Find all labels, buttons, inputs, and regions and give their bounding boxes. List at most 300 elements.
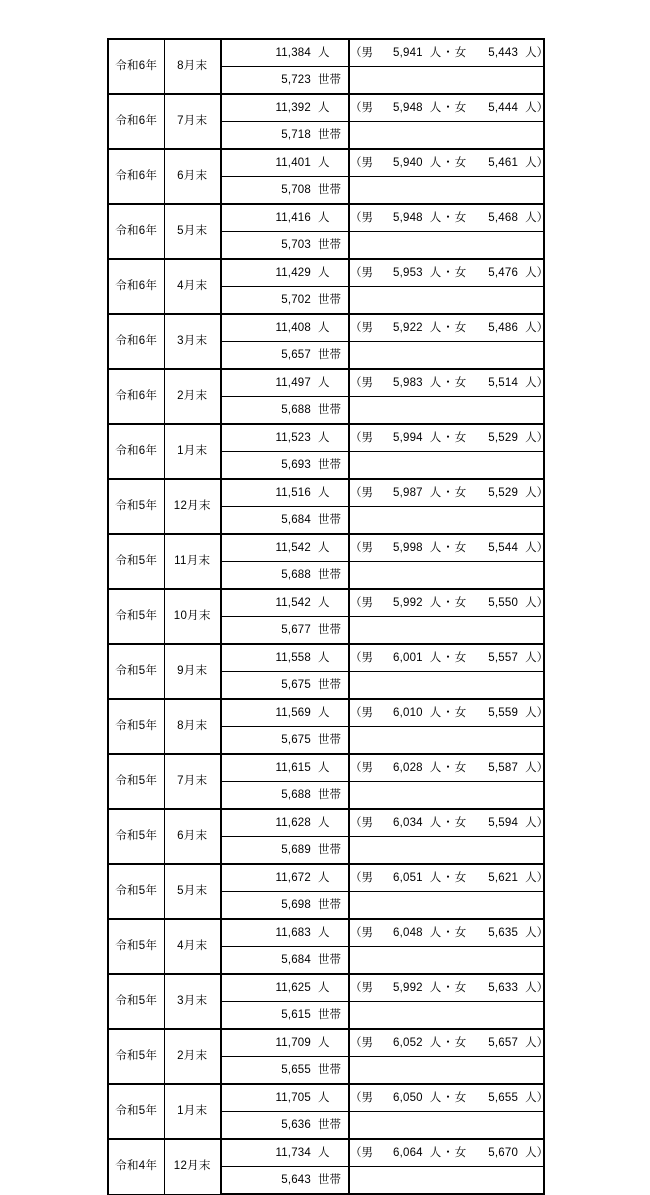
era-year-cell: 令和6年	[108, 94, 164, 149]
gender-breakdown-text	[350, 1146, 549, 1160]
population-unit: 人	[318, 266, 330, 279]
month-cell: 11月末	[164, 534, 221, 589]
empty-cell	[349, 562, 544, 590]
month-cell: 3月末	[164, 314, 221, 369]
era-year-cell: 令和5年	[108, 919, 164, 974]
male-label: 男	[361, 211, 373, 224]
female-value: 5,444	[488, 101, 519, 114]
table-row	[108, 39, 544, 67]
population-cell	[221, 39, 349, 67]
gender-breakdown-text	[350, 431, 549, 445]
male-value: 6,010	[393, 706, 423, 719]
table-row	[108, 589, 544, 617]
empty-cell	[349, 507, 544, 535]
female-label: 女	[454, 871, 467, 884]
paren-open: （	[350, 541, 362, 554]
male-unit: 人	[429, 871, 442, 884]
gender-separator: ・	[442, 211, 454, 224]
paren-open: （	[350, 101, 362, 114]
female-unit: 人	[525, 266, 537, 279]
female-label: 女	[454, 761, 467, 774]
empty-cell	[349, 1167, 544, 1195]
female-label: 女	[454, 101, 467, 114]
gender-breakdown-cell	[349, 259, 549, 287]
gender-breakdown-text	[350, 761, 549, 775]
population-value: 11,558	[275, 651, 311, 664]
female-value: 5,670	[488, 1146, 519, 1159]
gender-breakdown-text	[350, 596, 549, 610]
male-unit: 人	[429, 46, 442, 59]
gender-breakdown-cell	[349, 699, 549, 727]
households-value: 5,718	[281, 128, 311, 141]
households-value: 5,675	[281, 678, 311, 691]
gender-breakdown-cell	[349, 94, 549, 122]
population-value: 11,384	[275, 46, 311, 59]
male-label: 男	[361, 156, 373, 169]
population-unit: 人	[318, 486, 330, 499]
paren-open: （	[350, 46, 362, 59]
population-cell	[221, 699, 349, 727]
table-body	[108, 39, 549, 1194]
female-label: 女	[454, 926, 467, 939]
table-row	[108, 919, 544, 947]
gender-breakdown-cell	[349, 369, 549, 397]
gender-breakdown-cell	[349, 149, 549, 177]
households-cell	[221, 1167, 349, 1195]
population-cell	[221, 809, 349, 837]
population-cell	[221, 589, 349, 617]
households-cell	[221, 1112, 349, 1140]
paren-close: ）	[536, 706, 549, 719]
gender-breakdown-cell	[349, 479, 549, 507]
households-unit: 世帯	[318, 733, 341, 746]
households-value: 5,698	[281, 898, 311, 911]
households-value: 5,677	[281, 623, 311, 636]
gender-breakdown-text	[350, 651, 549, 665]
female-label: 女	[454, 981, 467, 994]
population-value: 11,429	[275, 266, 311, 279]
female-value: 5,657	[488, 1036, 519, 1049]
households-cell	[221, 1057, 349, 1085]
population-value: 11,683	[275, 926, 311, 939]
gender-breakdown-cell	[349, 754, 549, 782]
empty-cell	[349, 672, 544, 700]
gender-breakdown-text	[350, 1036, 549, 1050]
population-unit: 人	[318, 926, 330, 939]
female-label: 女	[454, 1091, 467, 1104]
empty-cell	[349, 947, 544, 975]
households-cell	[221, 1002, 349, 1030]
female-unit: 人	[525, 926, 537, 939]
paren-open: （	[350, 266, 362, 279]
era-year-cell: 令和6年	[108, 369, 164, 424]
households-unit: 世帯	[318, 513, 341, 526]
female-unit: 人	[525, 1146, 537, 1159]
male-value: 5,953	[393, 266, 423, 279]
table-row	[108, 1139, 544, 1167]
month-cell: 8月末	[164, 699, 221, 754]
female-label: 女	[454, 706, 467, 719]
population-unit: 人	[318, 596, 330, 609]
paren-close: ）	[536, 761, 549, 774]
era-year-cell: 令和5年	[108, 479, 164, 534]
male-label: 男	[361, 486, 373, 499]
male-label: 男	[361, 926, 373, 939]
paren-open: （	[350, 1091, 362, 1104]
month-cell: 2月末	[164, 369, 221, 424]
population-unit: 人	[318, 101, 330, 114]
male-value: 6,052	[393, 1036, 423, 1049]
female-label: 女	[454, 816, 467, 829]
paren-close: ）	[536, 981, 549, 994]
table-row	[108, 314, 544, 342]
population-value: 11,615	[275, 761, 311, 774]
households-unit: 世帯	[318, 403, 341, 416]
paren-open: （	[350, 321, 362, 334]
paren-open: （	[350, 156, 362, 169]
population-unit: 人	[318, 321, 330, 334]
gender-separator: ・	[442, 651, 454, 664]
table-row	[108, 644, 544, 672]
month-cell: 1月末	[164, 424, 221, 479]
gender-separator: ・	[442, 486, 454, 499]
population-value: 11,416	[275, 211, 311, 224]
gender-separator: ・	[442, 761, 454, 774]
male-unit: 人	[429, 816, 442, 829]
gender-breakdown-text	[350, 376, 549, 390]
population-unit: 人	[318, 1146, 330, 1159]
male-value: 5,922	[393, 321, 423, 334]
population-cell	[221, 424, 349, 452]
female-unit: 人	[525, 1091, 537, 1104]
table-row	[108, 369, 544, 397]
female-label: 女	[454, 211, 467, 224]
gender-separator: ・	[442, 431, 454, 444]
male-label: 男	[361, 541, 373, 554]
female-value: 5,655	[488, 1091, 519, 1104]
gender-separator: ・	[442, 1091, 454, 1104]
empty-cell	[349, 782, 544, 810]
paren-open: （	[350, 706, 362, 719]
gender-breakdown-cell	[349, 589, 549, 617]
male-label: 男	[361, 321, 373, 334]
population-unit: 人	[318, 651, 330, 664]
table-row	[108, 94, 544, 122]
gender-breakdown-cell	[349, 1029, 549, 1057]
population-unit: 人	[318, 46, 330, 59]
male-value: 6,050	[393, 1091, 423, 1104]
month-cell: 6月末	[164, 809, 221, 864]
households-cell	[221, 177, 349, 205]
table-row	[108, 534, 544, 562]
paren-close: ）	[536, 1146, 549, 1159]
population-value: 11,569	[275, 706, 311, 719]
era-year-cell: 令和5年	[108, 974, 164, 1029]
households-cell	[221, 837, 349, 865]
female-value: 5,476	[488, 266, 519, 279]
population-value: 11,709	[275, 1036, 311, 1049]
households-unit: 世帯	[318, 843, 341, 856]
gender-breakdown-cell	[349, 809, 549, 837]
gender-breakdown-text	[350, 101, 549, 115]
era-year-cell: 令和6年	[108, 39, 164, 94]
population-unit: 人	[318, 981, 330, 994]
male-unit: 人	[429, 596, 442, 609]
female-unit: 人	[525, 981, 537, 994]
era-year-cell: 令和5年	[108, 754, 164, 809]
population-cell	[221, 864, 349, 892]
male-label: 男	[361, 761, 373, 774]
male-unit: 人	[429, 1146, 442, 1159]
households-value: 5,655	[281, 1063, 311, 1076]
population-unit: 人	[318, 156, 330, 169]
gender-breakdown-text	[350, 981, 549, 995]
paren-close: ）	[536, 926, 549, 939]
households-cell	[221, 782, 349, 810]
gender-breakdown-cell	[349, 864, 549, 892]
empty-cell	[349, 1057, 544, 1085]
female-value: 5,635	[488, 926, 519, 939]
era-year-cell: 令和5年	[108, 1084, 164, 1139]
male-value: 5,940	[393, 156, 423, 169]
male-unit: 人	[429, 156, 442, 169]
gender-breakdown-text	[350, 1091, 549, 1105]
table-row	[108, 1084, 544, 1112]
population-cell	[221, 754, 349, 782]
table-row	[108, 424, 544, 452]
population-value: 11,628	[275, 816, 311, 829]
gender-separator: ・	[442, 596, 454, 609]
female-value: 5,550	[488, 596, 519, 609]
households-unit: 世帯	[318, 623, 341, 636]
paren-open: （	[350, 431, 362, 444]
gender-breakdown-text	[350, 156, 549, 170]
gender-breakdown-text	[350, 266, 549, 280]
male-label: 男	[361, 651, 373, 664]
female-label: 女	[454, 651, 467, 664]
households-cell	[221, 672, 349, 700]
households-value: 5,703	[281, 238, 311, 251]
male-unit: 人	[429, 486, 442, 499]
era-year-cell: 令和5年	[108, 589, 164, 644]
households-unit: 世帯	[318, 568, 341, 581]
era-year-cell: 令和6年	[108, 314, 164, 369]
population-unit: 人	[318, 431, 330, 444]
female-value: 5,621	[488, 871, 519, 884]
male-value: 6,051	[393, 871, 423, 884]
table-row	[108, 809, 544, 837]
households-value: 5,643	[281, 1173, 311, 1186]
paren-open: （	[350, 981, 362, 994]
month-cell: 8月末	[164, 39, 221, 94]
population-unit: 人	[318, 211, 330, 224]
population-value: 11,516	[275, 486, 311, 499]
male-value: 6,064	[393, 1146, 423, 1159]
paren-close: ）	[536, 541, 549, 554]
month-cell: 5月末	[164, 204, 221, 259]
households-cell	[221, 67, 349, 95]
month-cell: 6月末	[164, 149, 221, 204]
households-unit: 世帯	[318, 73, 341, 86]
male-unit: 人	[429, 321, 442, 334]
households-cell	[221, 617, 349, 645]
households-cell	[221, 287, 349, 315]
male-unit: 人	[429, 541, 442, 554]
population-value: 11,672	[275, 871, 311, 884]
population-value: 11,523	[275, 431, 311, 444]
female-unit: 人	[525, 651, 537, 664]
female-value: 5,468	[488, 211, 519, 224]
male-label: 男	[361, 706, 373, 719]
gender-breakdown-cell	[349, 919, 549, 947]
statistics-page	[107, 38, 549, 1195]
gender-breakdown-text	[350, 486, 549, 500]
male-label: 男	[361, 981, 373, 994]
households-value: 5,693	[281, 458, 311, 471]
paren-close: ）	[536, 321, 549, 334]
female-unit: 人	[525, 816, 537, 829]
population-unit: 人	[318, 1091, 330, 1104]
male-unit: 人	[429, 431, 442, 444]
era-year-cell: 令和5年	[108, 644, 164, 699]
female-unit: 人	[525, 46, 537, 59]
gender-breakdown-text	[350, 211, 549, 225]
households-unit: 世帯	[318, 1063, 341, 1076]
households-cell	[221, 892, 349, 920]
population-unit: 人	[318, 376, 330, 389]
paren-close: ）	[536, 266, 549, 279]
population-value: 11,625	[275, 981, 311, 994]
paren-open: （	[350, 596, 362, 609]
table-row	[108, 479, 544, 507]
households-unit: 世帯	[318, 293, 341, 306]
households-cell	[221, 507, 349, 535]
households-cell	[221, 727, 349, 755]
male-label: 男	[361, 596, 373, 609]
month-cell: 7月末	[164, 94, 221, 149]
empty-cell	[349, 122, 544, 150]
female-unit: 人	[525, 761, 537, 774]
female-unit: 人	[525, 486, 537, 499]
gender-separator: ・	[442, 981, 454, 994]
gender-separator: ・	[442, 1036, 454, 1049]
population-value: 11,497	[275, 376, 311, 389]
gender-breakdown-text	[350, 46, 549, 60]
male-value: 5,994	[393, 431, 423, 444]
households-unit: 世帯	[318, 1008, 341, 1021]
month-cell: 4月末	[164, 919, 221, 974]
gender-separator: ・	[442, 541, 454, 554]
households-value: 5,684	[281, 953, 311, 966]
population-value: 11,734	[275, 1146, 311, 1159]
female-label: 女	[454, 156, 467, 169]
population-value: 11,401	[275, 156, 311, 169]
population-cell	[221, 94, 349, 122]
population-unit: 人	[318, 761, 330, 774]
month-cell: 9月末	[164, 644, 221, 699]
male-value: 5,983	[393, 376, 423, 389]
female-unit: 人	[525, 541, 537, 554]
households-unit: 世帯	[318, 788, 341, 801]
male-unit: 人	[429, 1091, 442, 1104]
gender-separator: ・	[442, 101, 454, 114]
era-year-cell: 令和4年	[108, 1139, 164, 1194]
households-cell	[221, 452, 349, 480]
male-value: 5,948	[393, 101, 423, 114]
female-unit: 人	[525, 211, 537, 224]
paren-open: （	[350, 816, 362, 829]
male-unit: 人	[429, 926, 442, 939]
population-value: 11,408	[275, 321, 311, 334]
paren-close: ）	[536, 431, 549, 444]
gender-breakdown-cell	[349, 314, 549, 342]
households-value: 5,688	[281, 403, 311, 416]
female-value: 5,587	[488, 761, 519, 774]
male-unit: 人	[429, 981, 442, 994]
gender-breakdown-text	[350, 926, 549, 940]
female-label: 女	[454, 1146, 467, 1159]
population-value: 11,542	[275, 596, 311, 609]
paren-close: ）	[536, 1036, 549, 1049]
paren-close: ）	[536, 486, 549, 499]
male-label: 男	[361, 1036, 373, 1049]
population-cell	[221, 314, 349, 342]
population-value: 11,705	[275, 1091, 311, 1104]
gender-separator: ・	[442, 706, 454, 719]
households-unit: 世帯	[318, 678, 341, 691]
male-unit: 人	[429, 211, 442, 224]
female-label: 女	[454, 1036, 467, 1049]
households-unit: 世帯	[318, 1118, 341, 1131]
female-label: 女	[454, 376, 467, 389]
era-year-cell: 令和6年	[108, 424, 164, 479]
month-cell: 1月末	[164, 1084, 221, 1139]
table-row	[108, 259, 544, 287]
gender-separator: ・	[442, 926, 454, 939]
female-value: 5,461	[488, 156, 519, 169]
population-cell	[221, 479, 349, 507]
female-unit: 人	[525, 1036, 537, 1049]
female-value: 5,443	[488, 46, 519, 59]
male-unit: 人	[429, 376, 442, 389]
male-label: 男	[361, 1091, 373, 1104]
households-unit: 世帯	[318, 128, 341, 141]
male-value: 6,034	[393, 816, 423, 829]
population-unit: 人	[318, 816, 330, 829]
population-cell	[221, 644, 349, 672]
population-cell	[221, 1029, 349, 1057]
population-unit: 人	[318, 541, 330, 554]
paren-open: （	[350, 1036, 362, 1049]
gender-separator: ・	[442, 1146, 454, 1159]
male-unit: 人	[429, 101, 442, 114]
households-value: 5,636	[281, 1118, 311, 1131]
gender-breakdown-text	[350, 706, 549, 720]
paren-close: ）	[536, 46, 549, 59]
gender-breakdown-text	[350, 321, 549, 335]
female-label: 女	[454, 431, 467, 444]
paren-close: ）	[536, 1091, 549, 1104]
female-unit: 人	[525, 431, 537, 444]
female-label: 女	[454, 266, 467, 279]
male-unit: 人	[429, 761, 442, 774]
male-label: 男	[361, 816, 373, 829]
female-value: 5,486	[488, 321, 519, 334]
table-row	[108, 864, 544, 892]
gender-breakdown-cell	[349, 1139, 549, 1167]
households-value: 5,675	[281, 733, 311, 746]
paren-open: （	[350, 211, 362, 224]
